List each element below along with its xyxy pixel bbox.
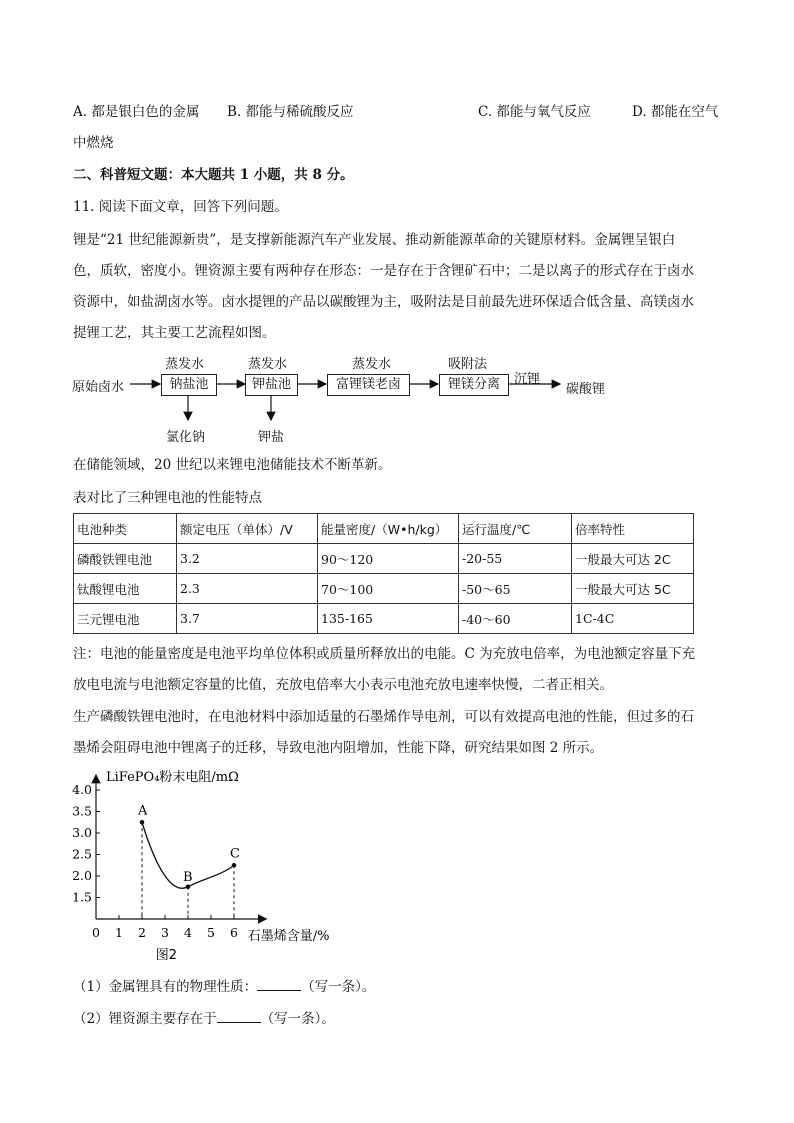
paragraph-line: 资源中，如盐湖卤水等。卤水提锂的产品以碳酸锂为主，吸附法是目前最先进环保适合低含量、高镁卤水 xyxy=(73,294,694,310)
table-row xyxy=(74,604,694,634)
paragraph-line: 生产磷酸铁锂电池时，在电池材料中添加适量的石墨烯作导电剂，可以有效提高电池的性能，但过多的石 xyxy=(73,709,694,725)
y-tick-label: 3.5 xyxy=(72,803,92,819)
table-cell: 磷酸铁锂电池 xyxy=(74,544,177,574)
option-a: A. 都是银白色的金属 xyxy=(73,104,200,120)
flow-box-li-mg-separation: 锂镁分离 xyxy=(439,374,509,396)
y-tick-label: 4.0 xyxy=(72,782,92,797)
table-cell: 1C-4C xyxy=(572,604,694,634)
table-cell: 一般最大可达 5C xyxy=(572,574,694,604)
x-tick-label: 6 xyxy=(230,925,238,940)
y-tick-label: 1.5 xyxy=(72,889,92,905)
question-1 xyxy=(73,976,375,996)
option-d-continued: 中燃烧 xyxy=(73,135,114,151)
note-line: 放电电流与电池额定容量的比值，充放电倍率大小表示电池充放电速率快慢，二者正相关。 xyxy=(73,677,613,693)
paragraph-line: 提锂工艺，其主要工艺流程如图。 xyxy=(73,325,276,341)
question-2 xyxy=(73,1008,335,1028)
table-cell: 2.3 xyxy=(177,574,318,604)
answer-blank[interactable] xyxy=(217,1008,261,1023)
paragraph-line: 在储能领域，20 世纪以来锂电池储能技术不断革新。 xyxy=(73,457,392,473)
y-tick-label: 3.0 xyxy=(72,825,92,840)
x-tick-label: 3 xyxy=(161,925,169,940)
question-11-title: 11. 阅读下面文章，回答下列问题。 xyxy=(73,199,288,215)
table-row xyxy=(74,544,694,574)
table-intro: 表对比了三种锂电池的性能特点 xyxy=(73,490,262,506)
option-c: C. 都能与氧气反应 xyxy=(478,104,591,120)
flow-output-nacl: 氯化钠 xyxy=(166,430,206,445)
flow-output-potash: 钾盐 xyxy=(258,430,285,445)
process-flow-diagram xyxy=(70,350,720,450)
x-tick-label: 1 xyxy=(115,925,123,940)
point-label: C xyxy=(230,846,240,862)
table-cell: -20-55 xyxy=(459,544,572,574)
section-heading: 二、科普短文题：本大题共 1 小题，共 8 分。 xyxy=(73,167,354,183)
data-point xyxy=(140,820,145,825)
option-d: D. 都能在空气 xyxy=(632,104,719,120)
table-row xyxy=(74,574,694,604)
option-b: B. 都能与稀硫酸反应 xyxy=(227,104,354,120)
flow-box-sodium-pool: 钠盐池 xyxy=(161,374,217,396)
table-header-cell: 运行温度/℃ xyxy=(459,514,572,544)
table-cell: 90～120 xyxy=(318,544,459,574)
x-tick-label: 5 xyxy=(207,925,215,940)
question-2-suffix: （写一条）。 xyxy=(260,1011,335,1027)
data-point xyxy=(186,884,191,889)
paragraph-line: 色，质软，密度小。锂资源主要有两种存在形态：一是存在于含锂矿石中；二是以离子的形式存在于卤水 xyxy=(73,263,694,279)
flow-start: 原始卤水 xyxy=(72,380,125,395)
paragraph-line: 锂是“21 世纪能源新贵”，是支撑新能源汽车产业发展、推动新能源革命的关键原材料。金属锂呈银白 xyxy=(73,232,676,248)
table-cell: 一般最大可达 2C xyxy=(572,544,694,574)
question-1-suffix: （写一条）。 xyxy=(301,979,376,995)
question-1-prefix: （1）金属锂具有的物理性质： xyxy=(73,979,258,995)
x-tick-label: 4 xyxy=(184,925,192,940)
x-tick-label: 0 xyxy=(92,925,100,940)
flow-step-top-label: 蒸发水 xyxy=(248,357,288,372)
table-cell: 70～100 xyxy=(318,574,459,604)
point-label: B xyxy=(183,869,193,885)
table-header-cell: 电池种类 xyxy=(74,514,177,544)
table-cell: 钛酸锂电池 xyxy=(74,574,177,604)
x-axis-label: 石墨烯含量/% xyxy=(247,929,330,944)
flow-step-top-label: 蒸发水 xyxy=(352,357,392,372)
flow-arrow-label: 沉锂 xyxy=(514,372,541,387)
y-tick-label: 2.5 xyxy=(72,846,92,862)
answer-blank[interactable] xyxy=(257,976,301,991)
table-header-cell: 倍率特性 xyxy=(572,514,694,544)
paragraph-line: 墨烯会阻碍电池中锂离子的迁移，导致电池内阻增加，性能下降，研究结果如图 2 所示。 xyxy=(73,740,604,756)
table-cell: -40～60 xyxy=(459,604,572,634)
battery-comparison-table xyxy=(73,513,694,634)
y-tick-label: 2.0 xyxy=(72,868,92,883)
graphene-resistance-chart xyxy=(70,765,370,969)
table-cell: 三元锂电池 xyxy=(74,604,177,634)
y-axis-label: LiFePO₄粉末电阻/mΩ xyxy=(106,770,239,785)
point-label: A xyxy=(138,803,148,819)
flow-step-top-label: 蒸发水 xyxy=(165,357,205,372)
table-header-cell: 额定电压（单体）/V xyxy=(177,514,318,544)
flow-end: 碳酸锂 xyxy=(566,382,606,397)
table-cell: 3.7 xyxy=(177,604,318,634)
flow-box-potassium-pool: 钾盐池 xyxy=(245,374,298,396)
chart-caption: 图2 xyxy=(155,948,178,963)
x-tick-label: 2 xyxy=(138,925,146,940)
table-cell: 3.2 xyxy=(177,544,318,574)
note-line: 注：电池的能量密度是电池平均单位体积或质量所释放出的电能。C 为充放电倍率，为电池额定容量下充 xyxy=(73,646,696,662)
table-header-cell: 能量密度/（W•h/kg） xyxy=(318,514,459,544)
flow-step-top-label: 吸附法 xyxy=(448,357,488,372)
flow-box-lithium-brine: 富锂镁老卤 xyxy=(327,374,410,396)
chart-svg xyxy=(70,765,370,965)
question-2-prefix: （2）锂资源主要存在于 xyxy=(73,1011,217,1027)
table-cell: -50～65 xyxy=(459,574,572,604)
table-cell: 135-165 xyxy=(318,604,459,634)
data-point xyxy=(232,863,237,868)
table-header-row xyxy=(74,514,694,544)
